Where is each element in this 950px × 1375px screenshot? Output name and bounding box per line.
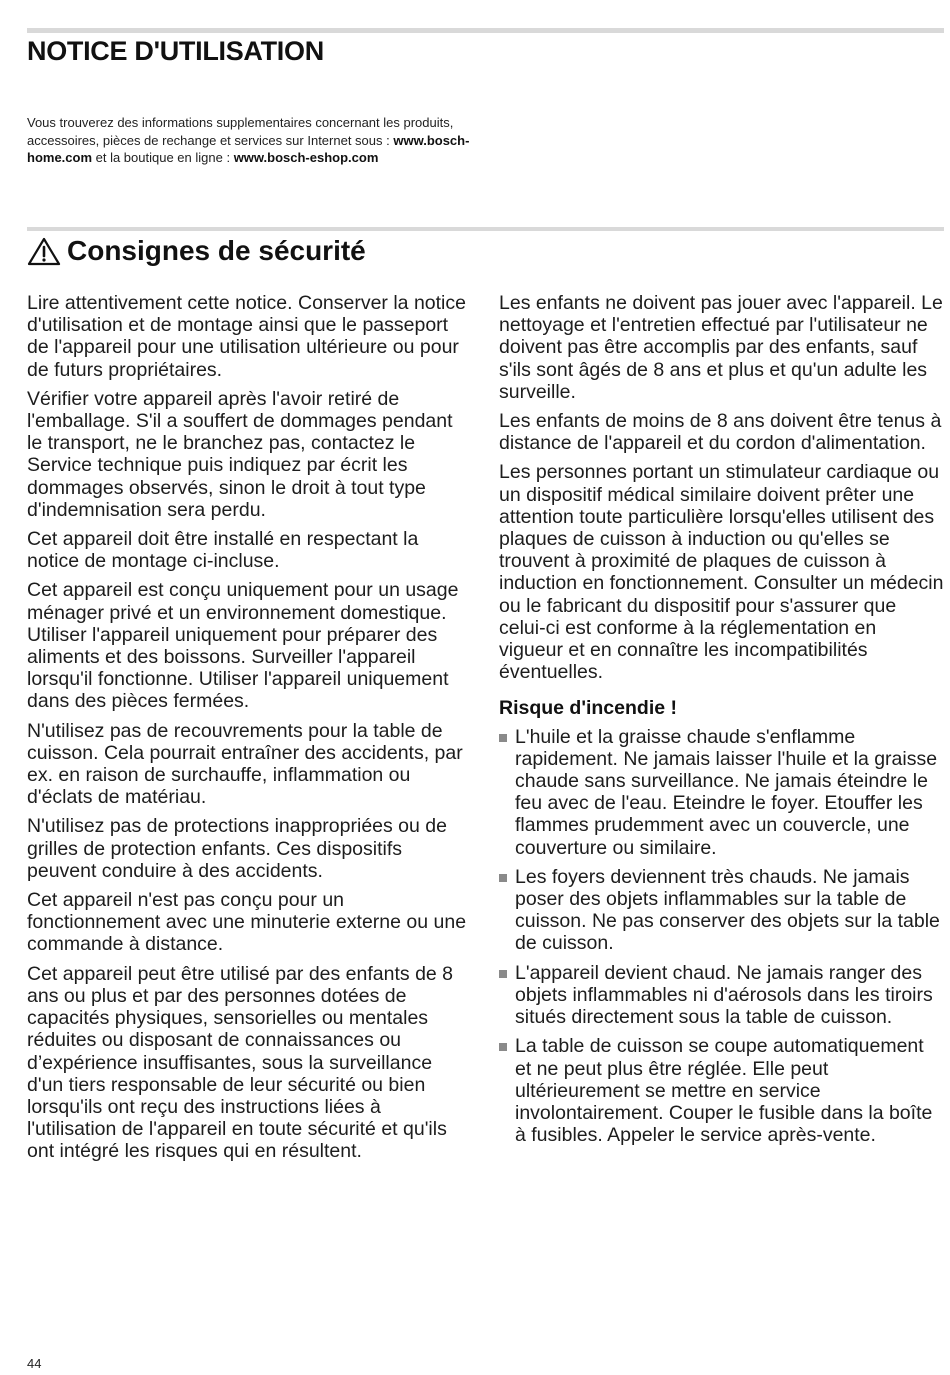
paragraph: Les enfants de moins de 8 ans doivent être tenus à distance de l'appareil et du cordon d'alimentation. — [499, 410, 942, 455]
right-column — [499, 292, 944, 1153]
paragraph: Cet appareil n'est pas conçu pour un fonctionnement avec une minuterie externe ou une commande à distance. — [27, 889, 467, 956]
paragraph: N'utilisez pas de protections inappropriées ou de grilles de protection enfants. Ces dispositifs peuvent conduire à des accidents. — [27, 815, 447, 882]
list-item-text: L'huile et la graisse chaude s'enflamme rapidement. Ne jamais laisser l'huile et la graisse chaude sans surveillance. Ne jamais éteindre le feu avec de l'eau. Eteindre le foyer. Etouffer les flammes prudemment avec un couvercle, une couverture ou similaire. — [515, 725, 938, 859]
list-item-text: La table de cuisson se coupe automatiquement et ne peut plus être réglée. Elle peut ultérieurement se mettre en service involontairement. Couper le fusible dans la boîte à fusibles. Appeler le service après-vente. — [515, 1035, 933, 1147]
paragraph: Les enfants ne doivent pas jouer avec l'appareil. Le nettoyage et l'entretien effectué par l'utilisateur ne doivent pas être accomplis par des enfants, sauf s'ils sont âgés de 8 ans et plus et qu'un adulte les surveille. — [499, 292, 943, 403]
paragraph: Cet appareil doit être installé en respectant la notice de montage ci-incluse. — [27, 528, 419, 573]
top-divider — [27, 28, 944, 33]
square-bullet-icon — [499, 970, 507, 978]
list-item — [499, 726, 944, 859]
section-heading — [27, 235, 366, 267]
square-bullet-icon — [499, 874, 507, 882]
square-bullet-icon — [499, 1043, 507, 1051]
bosch-home-link: www.bosch-home.com — [27, 132, 470, 165]
document-title: NOTICE D'UTILISATION — [27, 36, 324, 66]
fire-risk-list — [499, 726, 944, 1147]
fire-risk-heading: Risque d'incendie ! — [499, 697, 677, 720]
section-divider — [27, 227, 944, 231]
paragraph: Vérifier votre appareil après l'avoir retiré de l'emballage. S'il a souffert de dommages pendant le transport, ne le branchez pas, contactez le Service technique puis indiquez par écrit les dommages observés, sinon le droit à tout type d'indemnisation sera perdu. — [27, 387, 453, 521]
intro-text-2: et la boutique en ligne : — [92, 150, 234, 165]
paragraph: Lire attentivement cette notice. Conserver la notice d'utilisation et de montage ainsi que le passeport de l'appareil pour une utilisation ultérieure ou pour de futurs propriétaires. — [27, 292, 466, 381]
page-number: 44 — [27, 1356, 42, 1371]
left-column — [27, 292, 472, 1170]
warning-triangle-icon — [27, 236, 61, 266]
square-bullet-icon — [499, 734, 507, 742]
bosch-eshop-link: www.bosch-eshop.com — [233, 150, 379, 165]
paragraph: Cet appareil est conçu uniquement pour un usage ménager privé et un environnement domestique. Utiliser l'appareil uniquement pour préparer des aliments et des boissons. Surveiller l'appareil lorsqu'il fonctionne. Utiliser l'appareil uniquement dans des pièces fermées. — [27, 579, 459, 713]
paragraph: N'utilisez pas de recouvrements pour la table de cuisson. Cela pourrait entraîner des accidents, par ex. en raison de surchauffe, inflammation ou d'éclats de matériau. — [27, 719, 463, 809]
list-item — [499, 866, 944, 955]
intro-text-1: Vous trouverez des informations supplementaires concernant les produits, accessoires, pièces de rechange et services sur Internet sous : — [27, 115, 454, 148]
list-item — [499, 962, 944, 1029]
intro-paragraph — [27, 114, 477, 167]
list-item-text: L'appareil devient chaud. Ne jamais ranger des objets inflammables ni d'aérosols dans les tiroirs situés directement sous la table de cuisson. — [515, 961, 933, 1029]
paragraph: Cet appareil peut être utilisé par des enfants de 8 ans ou plus et par des personnes dotées de capacités physiques, sensorielles ou mentales réduites ou disposant de connaissances ou d’expérience insuffisantes, sous la surveillance d'un tiers responsable de leur sécurité ou bien lorsqu'ils ont reçu des instructions liées à l'utilisation de l'appareil en toute sécurité et qu'ils ont intégré les risques qui en résultent. — [27, 962, 454, 1163]
paragraph: Les personnes portant un stimulateur cardiaque ou un dispositif médical similaire doivent prêter une attention toute particulière lorsqu'elles utilisent des plaques de cuisson à induction ou qu'elles se trouvent à proximité de plaques de cuisson à induction en fonctionnement. Consulter un médecin ou le fabricant du dispositif pour s'assurer que celui-ci est conforme à la réglementation en vigueur et en connaître les incompatibilités éventuelles. — [499, 461, 944, 684]
list-item — [499, 1035, 944, 1146]
list-item-text: Les foyers deviennent très chauds. Ne jamais poser des objets inflammables sur la table de cuisson. Ne pas conserver des objets sur la table de cuisson. — [515, 865, 940, 955]
section-title: Consignes de sécurité — [67, 235, 366, 266]
